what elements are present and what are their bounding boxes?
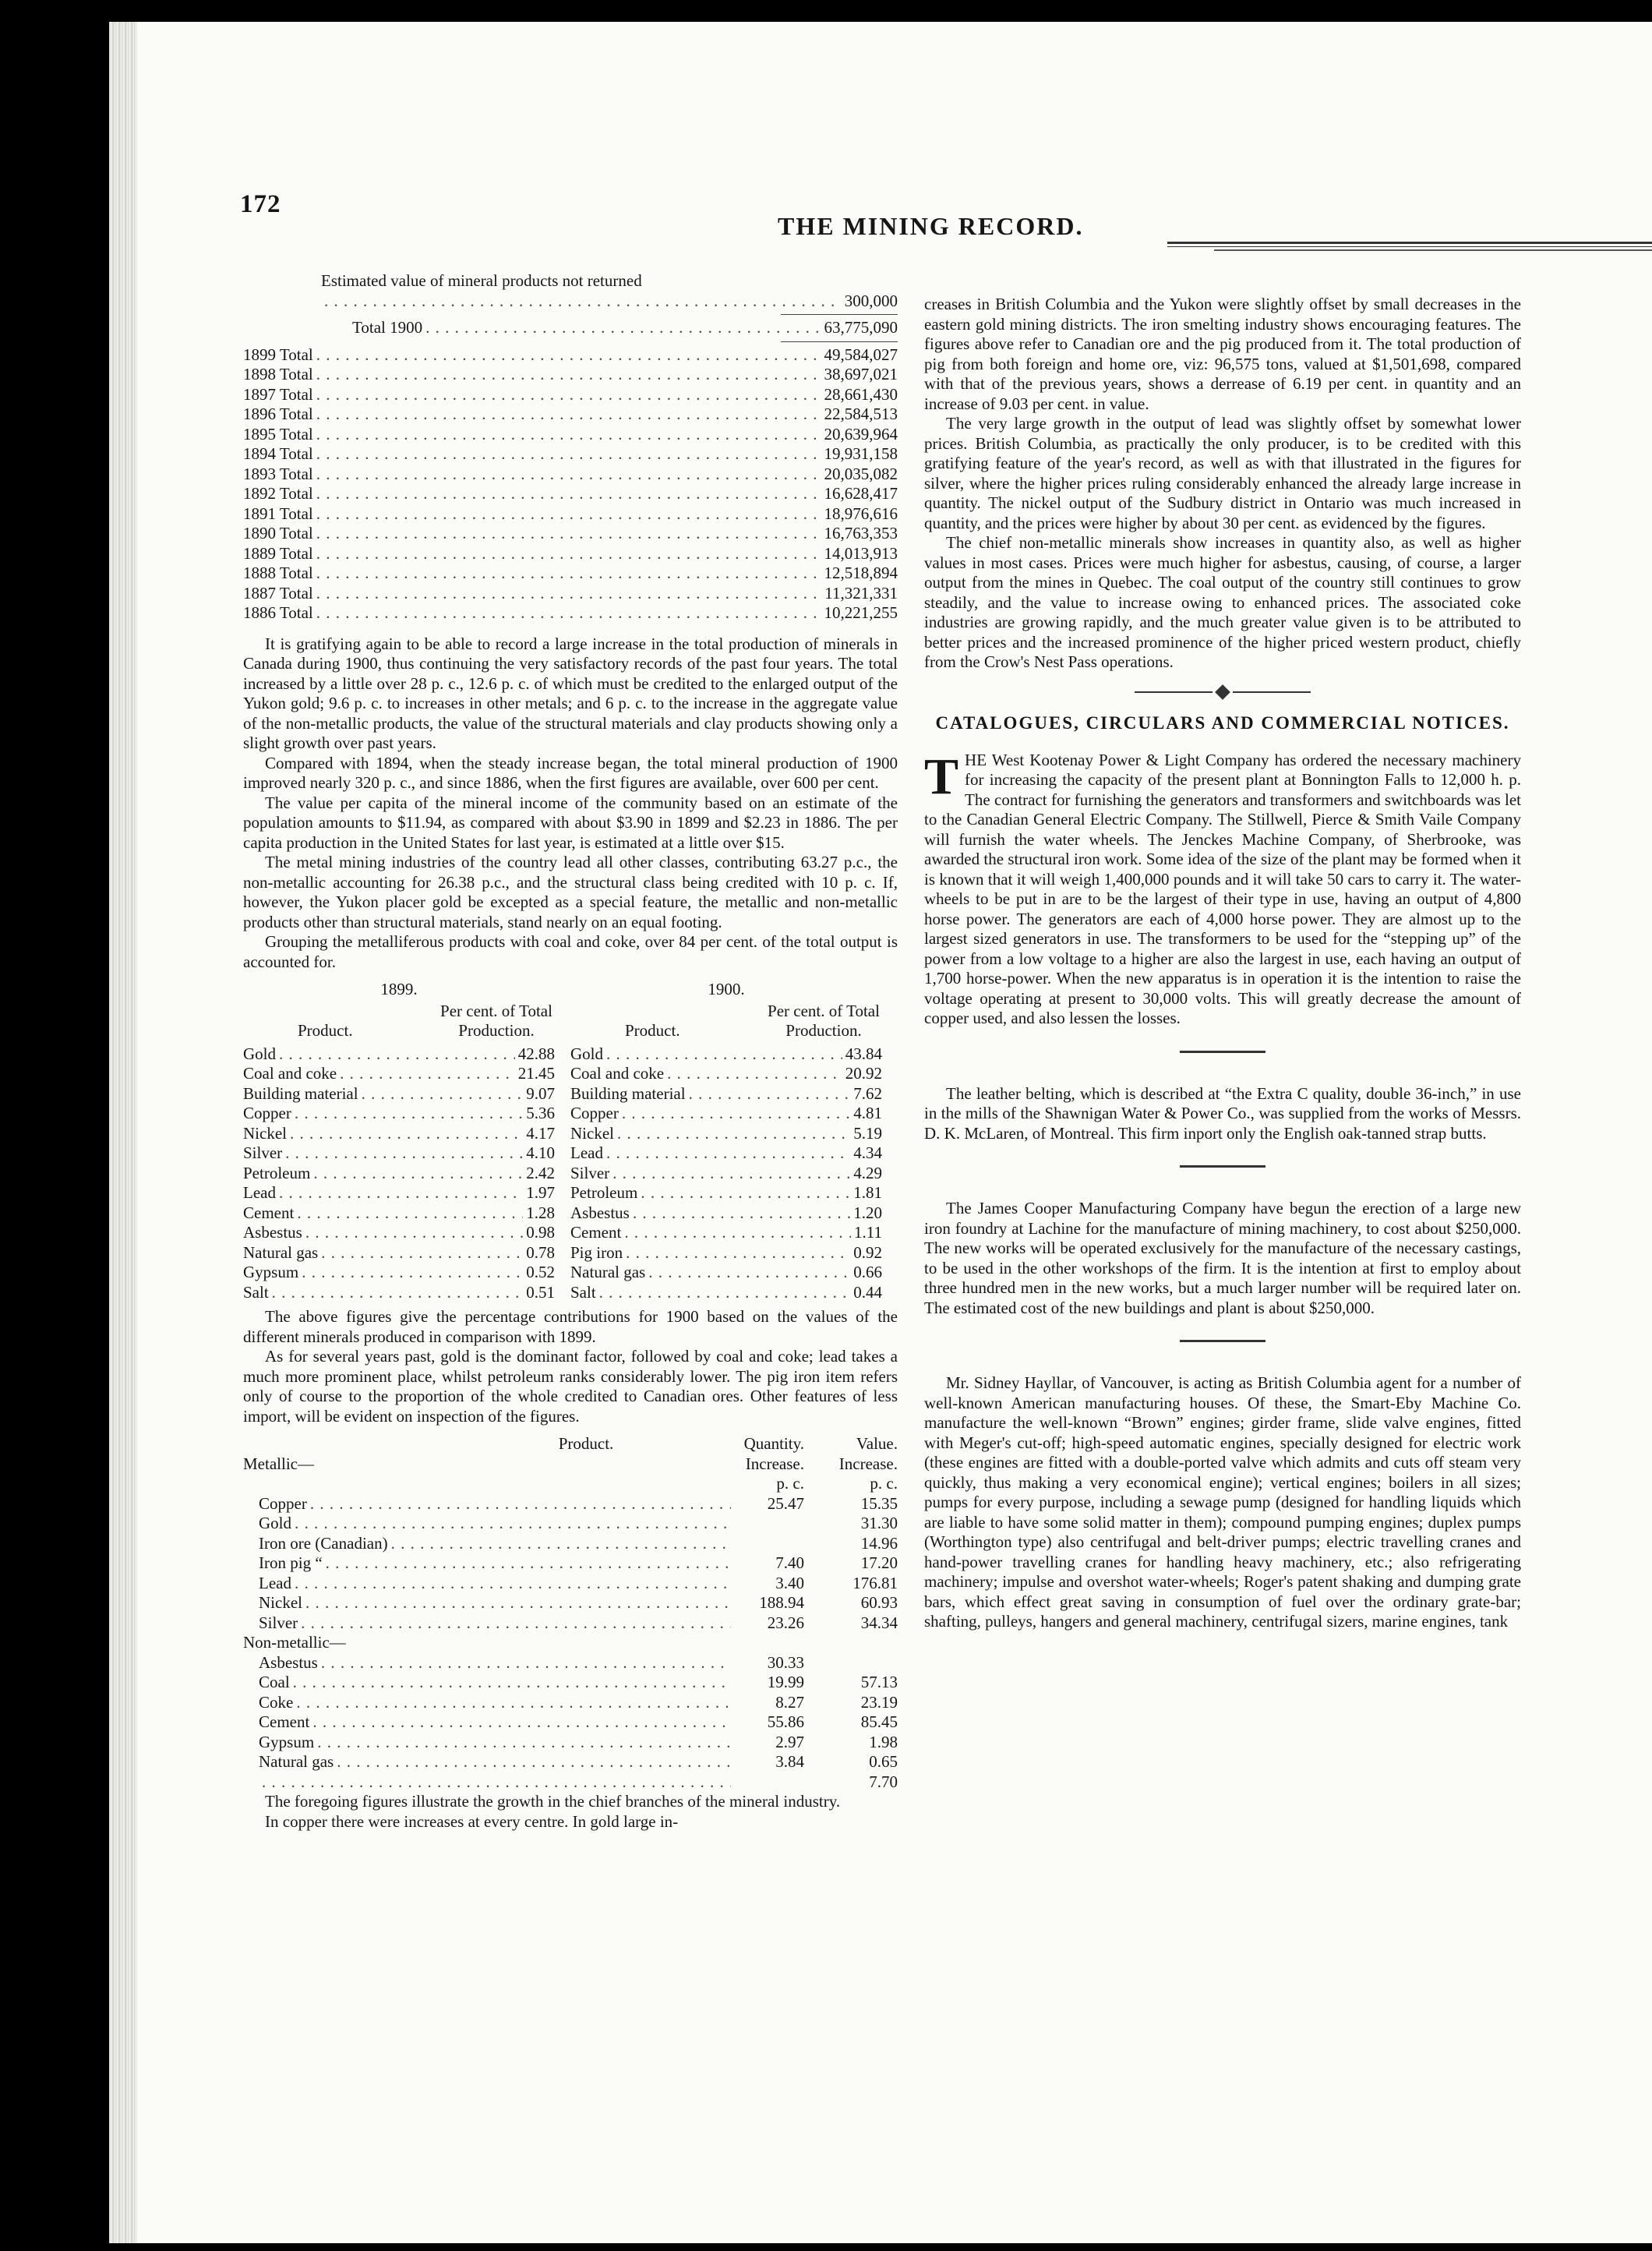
- pct-row: [570, 1203, 882, 1224]
- sum-rule: [781, 341, 898, 342]
- total-row: [243, 584, 898, 604]
- total-row: [243, 564, 898, 584]
- pct-value: 1.97: [526, 1183, 555, 1202]
- total-row: [243, 504, 898, 525]
- quantity-increase: 7.40: [775, 1553, 804, 1572]
- product-label: Gold: [259, 1514, 291, 1532]
- total-value: 28,661,430: [824, 384, 898, 404]
- pct-row: [570, 1263, 882, 1283]
- pct-value: 0.51: [526, 1282, 555, 1302]
- running-title: THE MINING RECORD.: [778, 212, 1084, 240]
- value-increase: 1.98: [869, 1732, 898, 1751]
- product-label: Lead: [259, 1573, 291, 1592]
- total-value: 14,013,913: [824, 543, 898, 563]
- pct-label: Copper: [243, 1104, 291, 1122]
- estimated-row: [243, 292, 898, 312]
- pct-value: 4.81: [853, 1104, 882, 1122]
- pct-row: [243, 1143, 555, 1164]
- pct-value: 43.84: [845, 1044, 882, 1063]
- quantity-increase: 8.27: [775, 1692, 804, 1712]
- pct-label: Pig iron: [570, 1242, 623, 1262]
- pct-row: [243, 1064, 555, 1084]
- pct-row: [243, 1223, 555, 1243]
- value-increase: 34.34: [860, 1613, 898, 1632]
- pct-label: Petroleum: [570, 1183, 638, 1202]
- pct-value: 2.42: [526, 1163, 555, 1182]
- estimated-label: Estimated value of mineral products not returned: [321, 271, 642, 290]
- increase-row: [243, 1494, 898, 1514]
- pct-row: [570, 1124, 882, 1144]
- total-row: [243, 385, 898, 405]
- quantity-increase: 3.84: [775, 1752, 804, 1771]
- quantity-increase: 25.47: [767, 1493, 804, 1513]
- increase-row: [243, 1693, 898, 1713]
- pct-value: 1.81: [853, 1183, 882, 1202]
- value-increase: 85.45: [860, 1712, 898, 1731]
- total-value: 22,584,513: [824, 405, 898, 423]
- pct-label: Coal and coke: [243, 1064, 337, 1083]
- pct-value: 21.45: [517, 1064, 555, 1083]
- increase-row: [243, 1613, 898, 1634]
- quantity-increase: 19.99: [767, 1673, 804, 1691]
- value-increase: 15.35: [860, 1493, 898, 1513]
- pct-label: Building material: [243, 1083, 358, 1103]
- metallic-rows: [243, 1474, 898, 1633]
- paragraph: As for several years past, gold is the dominant factor, followed by coal and coke; lead takes a much more prominent place, whilst petroleum ranks considerably lower. The pig iron item refers only of course to the proportion of the whole credited to Canadian ores. Other features of less import, will be evident on inspection of the figures.: [243, 1347, 898, 1426]
- quantity-increase: 23.26: [767, 1613, 804, 1632]
- pct-value: 5.36: [526, 1104, 555, 1122]
- pct-row: [570, 1183, 882, 1203]
- increase-row: [243, 1574, 898, 1594]
- total-value: 10,221,255: [824, 603, 898, 622]
- pct-value: 42.88: [517, 1044, 555, 1063]
- pct-value: 0.78: [526, 1242, 555, 1262]
- increase-row: [243, 1553, 898, 1574]
- pct-row: [243, 1124, 555, 1144]
- pct-value: 0.92: [853, 1242, 882, 1262]
- pct-row: [570, 1084, 882, 1104]
- total-value: 16,763,353: [824, 524, 898, 542]
- pct-row: [243, 1183, 555, 1203]
- value-increase: 57.13: [860, 1673, 898, 1691]
- paragraph: The metal mining industries of the country lead all other classes, contributing 63.27 p.c., the non-metallic accounting for 26.38 p.c., and the structural class being credited with 10 p. c. If, however, the Yukon placer gold be excepted as a special feature, the metallic and non-metallic products other than structural materials, stand nearly on an equal footing.: [243, 853, 898, 931]
- value-increase: 0.65: [869, 1752, 898, 1771]
- pct-row: [570, 1064, 882, 1084]
- right-column: [924, 295, 1521, 1632]
- column-header: Per cent. of Total Production.: [768, 1001, 880, 1040]
- unit-row: [243, 1474, 898, 1494]
- notice-paragraph: The James Cooper Manufacturing Company have begun the erection of a large new iron foundry at Lachine for the manufacture of mining machinery, to cost about $250,000. The new works will be operated exclusively for the manufacture of the necessary castings, to be used in the other workshops of the firm. It is the intention at first to employ about three hundred men in the new works, but a much larger number will be required later on. The estimated cost of the new buildings and plant is about $250,000.: [924, 1199, 1521, 1317]
- total-row: [243, 345, 898, 366]
- pct-row: [243, 1104, 555, 1124]
- divider-rule: [1180, 1340, 1265, 1342]
- paragraph: creases in British Columbia and the Yukon were slightly offset by small decreases in the eastern gold mining districts. The iron smelting industry shows encouraging features. The figures above refer to Canadian ore and the pig produced from it. The total production of pig from both foreign and home ore, viz: 96,575 tons, valued at $1,501,698, compared with that of the previous years, shows a derrease of 6.19 per cent. in quantity and an increase of 9.03 per cent. in value.: [924, 295, 1521, 413]
- total-label: 1898 Total: [243, 365, 313, 383]
- pct-label: Building material: [570, 1083, 686, 1103]
- total-1900-label: Total 1900: [352, 318, 423, 337]
- increase-row: [243, 1772, 898, 1793]
- pct-label: Gold: [570, 1044, 603, 1063]
- quantity-increase: 55.86: [767, 1712, 804, 1731]
- value-increase: 23.19: [860, 1692, 898, 1712]
- total-label: 1899 Total: [243, 345, 313, 364]
- header-rule-secondary: [1214, 249, 1652, 251]
- notice-text: HE West Kootenay Power & Light Company has ordered the necessary machinery for increasing the capacity of the present plant at Bonnington Falls to 12,000 h. p. The contract for furnishing the generators and transformers and switchboards was let to the Canadian General Electric Company. The Stillwell, Pierce & Smith Vaile Company will furnish the water wheels. The Jenckes Machine Company, of Sherbrooke, was awarded the structural iron work. Some idea of the size of the plant may be formed when it is known that it will weigh 1,400,000 pounds and it will take 50 cars to carry it. The water-wheels to be put in are to be the largest of their type in use, having an output of 4,800 horse power. The generators are each of 4,000 horse power. They are almost up to the largest sized generators in use. The transformers to be used for the “stepping up” of the power from a low voltage to a higher are also the largest in use, each having an output of 1,700 horse-power. When the new apparatus is in operation it is the intention to raise the voltage operating at present to 30,000 volts. This will greatly decrease the amount of copper used, and also lessen the losses.: [924, 750, 1521, 1027]
- product-label: Asbestus: [259, 1652, 318, 1672]
- pct-label: Gold: [243, 1044, 276, 1063]
- total-label: 1891 Total: [243, 504, 313, 523]
- quantity-increase: 2.97: [775, 1732, 804, 1751]
- pct-row: [243, 1243, 555, 1263]
- total-label: 1890 Total: [243, 524, 313, 542]
- notice-paragraph: The leather belting, which is described at “the Extra C quality, double 36-inch,” in use in the mills of the Shawnigan Water & Power Co., was supplied from the works of Messrs. D. K. McLaren, of Montreal. This firm inport only the English oak-tanned strap butts.: [924, 1083, 1521, 1143]
- pct-label: Asbestus: [570, 1203, 630, 1222]
- product-label: Coke: [259, 1692, 294, 1712]
- product-label: Iron ore (Canadian): [259, 1533, 388, 1553]
- column-header: Per cent. of Total Production.: [440, 1001, 552, 1040]
- total-row: [243, 603, 898, 624]
- unit-label: p. c.: [870, 1474, 898, 1493]
- value-increase: 17.20: [860, 1553, 898, 1572]
- total-row: [243, 544, 898, 564]
- pct-row: [243, 1203, 555, 1224]
- pct-row: [243, 1263, 555, 1283]
- paragraph: The foregoing figures illustrate the growth in the chief branches of the mineral industry.: [265, 1792, 841, 1811]
- pct-row: [570, 1044, 882, 1065]
- total-label: 1896 Total: [243, 405, 313, 423]
- pct-label: Nickel: [243, 1123, 287, 1143]
- pct-value: 20.92: [845, 1064, 882, 1083]
- divider-rule: [1180, 1051, 1265, 1053]
- total-label: 1886 Total: [243, 603, 313, 622]
- pct-label: Natural gas: [570, 1263, 646, 1281]
- product-label: Silver: [259, 1613, 298, 1632]
- pct-value: 1.20: [853, 1203, 882, 1222]
- paragraph: The above figures give the percentage contributions for 1900 based on the values of the different minerals produced in comparison with 1899.: [243, 1307, 898, 1346]
- total-row: [243, 524, 898, 544]
- pct-value: 0.44: [853, 1282, 882, 1302]
- total-label: 1892 Total: [243, 484, 313, 503]
- product-label: Copper: [259, 1493, 307, 1513]
- pct-value: 1.28: [526, 1203, 555, 1222]
- sum-rule: [781, 314, 898, 315]
- total-value: 18,976,616: [824, 504, 898, 523]
- total-value: 20,035,082: [824, 464, 898, 483]
- pct-value: 9.07: [526, 1083, 555, 1103]
- total-label: 1888 Total: [243, 564, 313, 582]
- column-header: Product.: [625, 1021, 680, 1040]
- column-header: Value.: [856, 1434, 898, 1453]
- pct-value: 0.52: [526, 1263, 555, 1281]
- column-header: Product.: [558, 1434, 614, 1453]
- value-increase: 176.81: [852, 1573, 898, 1592]
- divider-rule: [1180, 1165, 1265, 1168]
- total-label: 1895 Total: [243, 424, 313, 443]
- increase-row: [243, 1514, 898, 1534]
- pct-label: Asbestus: [243, 1223, 302, 1242]
- increase-row: [243, 1534, 898, 1554]
- quantity-increase: 188.94: [759, 1593, 804, 1612]
- total-1900-value: 63,775,090: [824, 318, 898, 337]
- paragraph: It is gratifying again to be able to record a large increase in the total production of minerals in Canada during 1900, thus continuing the very satisfactory records of the past four years. The total increased by a little over 28 p. c., 12.6 p. c. of which must be credited to the enlarged output of the Yukon gold; 9.6 p. c. to increases in other metals; and 6 p. c. to the increase in the aggregate value of the non-metallic products, the value of the structural materials and clay products showing only a slight growth over past years.: [243, 634, 898, 752]
- pct-label: Cement: [570, 1223, 622, 1242]
- pct-value: 4.17: [526, 1123, 555, 1143]
- paragraph: The value per capita of the mineral income of the community based on an estimate of the population amounts to $11.94, as compared with about $3.90 in 1899 and $2.23 in 1886. The per capita production in the United States for last year, is estimated at a little over $15.: [243, 793, 898, 852]
- left-column: [243, 271, 898, 1832]
- notice-paragraph: [924, 747, 1521, 1029]
- estimated-value: 300,000: [844, 291, 898, 310]
- total-row: [243, 444, 898, 465]
- increase-row: [243, 1712, 898, 1733]
- pct-value: 4.34: [853, 1143, 882, 1162]
- quantity-increase: 30.33: [767, 1652, 804, 1672]
- total-value: 38,697,021: [824, 365, 898, 383]
- pct-label: Salt: [570, 1282, 596, 1302]
- ornament-divider: [924, 687, 1521, 698]
- paragraph: In copper there were increases at every centre. In gold large in-: [265, 1811, 679, 1831]
- total-label: 1887 Total: [243, 583, 313, 603]
- value-increase: 60.93: [860, 1593, 898, 1612]
- total-label: 1897 Total: [243, 384, 313, 404]
- total-value: 11,321,331: [824, 583, 898, 603]
- table-1899: [243, 980, 555, 1302]
- pct-value: 0.98: [526, 1223, 555, 1242]
- total-value: 19,931,158: [824, 444, 898, 463]
- total-row: [243, 425, 898, 445]
- column-subheader: Increase.: [745, 1454, 804, 1473]
- group-label: Metallic—: [243, 1454, 314, 1473]
- pct-label: Petroleum: [243, 1163, 311, 1182]
- pct-row: [570, 1223, 882, 1243]
- pct-row: [243, 1283, 555, 1303]
- column-header: Product.: [298, 1021, 353, 1040]
- pct-row: [570, 1243, 882, 1263]
- column-header: Quantity.: [743, 1434, 804, 1453]
- diamond-ornament-icon: [1215, 684, 1230, 700]
- table-year: 1900.: [708, 980, 745, 998]
- pct-value: 4.29: [853, 1163, 882, 1182]
- total-value: 16,628,417: [824, 484, 898, 503]
- pct-row: [570, 1164, 882, 1184]
- product-label: Gypsum: [259, 1732, 315, 1751]
- increase-row: [243, 1673, 898, 1693]
- pct-value: 0.66: [853, 1263, 882, 1281]
- increase-table: [243, 1434, 898, 1792]
- page-number: 172: [240, 190, 281, 218]
- increase-row: [243, 1752, 898, 1772]
- pct-label: Lead: [243, 1183, 276, 1202]
- total-label: 1894 Total: [243, 444, 313, 463]
- pct-value: 1.11: [854, 1223, 882, 1242]
- pct-row: [243, 1084, 555, 1104]
- pct-label: Salt: [243, 1282, 269, 1302]
- section-title: CATALOGUES, CIRCULARS AND COMMERCIAL NOTICES.: [935, 712, 1510, 733]
- pct-value: 7.62: [853, 1083, 882, 1103]
- value-increase: 14.96: [860, 1533, 898, 1553]
- table-body: [243, 1044, 555, 1303]
- total-1900-row: [243, 318, 898, 338]
- pct-value: 5.19: [853, 1123, 882, 1143]
- table-1900: [570, 980, 882, 1302]
- pct-value: 4.10: [526, 1143, 555, 1162]
- header-rule: [1167, 242, 1652, 247]
- value-increase: 31.30: [860, 1514, 898, 1532]
- drop-cap: T: [924, 747, 959, 805]
- total-row: [243, 365, 898, 385]
- total-value: 49,584,027: [824, 345, 898, 364]
- unit-label: p. c.: [776, 1474, 804, 1493]
- paragraph: Compared with 1894, when the steady increase began, the total mineral production of 1900 improved nearly 320 p. c., and since 1886, when the first figures are available, over 600 per cent.: [243, 753, 898, 792]
- total-label: 1889 Total: [243, 543, 313, 563]
- paragraph: The chief non-metallic minerals show increases in quantity also, as well as higher values in most cases. Prices were much higher for asbestus, causing, of course, a larger output from the mines in Quebec. The coal output of the country still continues to grow steadily, and the value to increase owing to enhanced prices. The associated coke industries are growing rapidly, and the much greater value given is to be attributed to better prices and the increased prominence of the higher priced western product, chiefly from the Crow's Nest Pass operations.: [924, 533, 1521, 671]
- pct-label: Lead: [570, 1143, 603, 1162]
- total-value: 12,518,894: [824, 564, 898, 582]
- pct-row: [570, 1143, 882, 1164]
- pct-label: Natural gas: [243, 1242, 319, 1262]
- pct-label: Nickel: [570, 1123, 614, 1143]
- product-label: Coal: [259, 1673, 290, 1691]
- quantity-increase: 3.40: [775, 1573, 804, 1592]
- product-label: Iron pig “: [259, 1553, 323, 1572]
- product-label: Natural gas: [259, 1752, 334, 1771]
- percentage-tables: [243, 980, 898, 1302]
- page-edge: [109, 22, 137, 2243]
- pct-row: [243, 1164, 555, 1184]
- value-increase: 7.70: [869, 1772, 898, 1791]
- pct-label: Copper: [570, 1104, 619, 1122]
- table-body: [570, 1044, 882, 1303]
- pct-row: [570, 1104, 882, 1124]
- product-label: Nickel: [259, 1593, 302, 1612]
- total-row: [243, 405, 898, 425]
- pct-label: Silver: [570, 1163, 610, 1182]
- nonmetallic-rows: [243, 1653, 898, 1793]
- page-header: [240, 190, 1526, 240]
- column-subheader: Increase.: [838, 1454, 898, 1473]
- increase-row: [243, 1733, 898, 1753]
- total-label: 1893 Total: [243, 464, 313, 483]
- increase-row: [243, 1653, 898, 1673]
- pct-label: Coal and coke: [570, 1064, 665, 1083]
- notice-paragraph: Mr. Sidney Hayllar, of Vancouver, is acting as British Columbia agent for a number of well-known American manufacturing houses. Of these, the Smart-Eby Machine Co. manufacture the well-known “Brown” engines; girder frame, slide valve engines, fitted with Meger's cut-off; high-speed automatic engines, specially designed for electric work (these engines are fitted with a double-ported valve which admits and cuts off steam very quickly, thus making a very economical engine); vertical engines; boilers in all sizes; pumps for every purpose, including a sewage pump (designed for handling liquids which are liable to have some solid matter in them); compound pumping engines; duplex pumps (Worthington type) also centrifugal and belt-driver pumps; electric travelling cranes and hand-power travelling cranes for handling heavy machinery, etc.; also refrigerating machinery; impulse and overshot water-wheels; Roger's patent shaking and dumping grate bars, which effect great saving in consumption of fuel over the ordinary grate-bar; shafting, pulleys, hangers and general machinery, centrifugal sizers, marine engines, tank: [924, 1373, 1521, 1631]
- pct-label: Gypsum: [243, 1263, 299, 1281]
- paragraph: Grouping the metalliferous products with coal and coke, over 84 per cent. of the total output is accounted for.: [243, 932, 898, 971]
- pct-row: [243, 1044, 555, 1065]
- table-year: 1899.: [380, 980, 418, 998]
- pct-label: Cement: [243, 1203, 295, 1222]
- pct-row: [570, 1283, 882, 1303]
- yearly-totals: [243, 345, 898, 624]
- paragraph: The very large growth in the output of lead was slightly offset by somewhat lower prices. British Columbia, as practically the only producer, is to be credited with this gratifying feature of the year's record, as well as with that illustrated in the figures for silver, where the higher prices ruling considerably enhanced the already large increase in quantity. The nickel output of the Sudbury district in Ontario was much increased in quantity, and the prices were higher by about 30 per cent. as evidenced by the figures.: [924, 414, 1521, 532]
- increase-row: [243, 1593, 898, 1613]
- total-row: [243, 465, 898, 485]
- product-label: Cement: [259, 1712, 310, 1731]
- group-label: Non-metallic—: [243, 1633, 346, 1652]
- total-value: 20,639,964: [824, 424, 898, 443]
- total-row: [243, 484, 898, 504]
- pct-label: Silver: [243, 1143, 283, 1162]
